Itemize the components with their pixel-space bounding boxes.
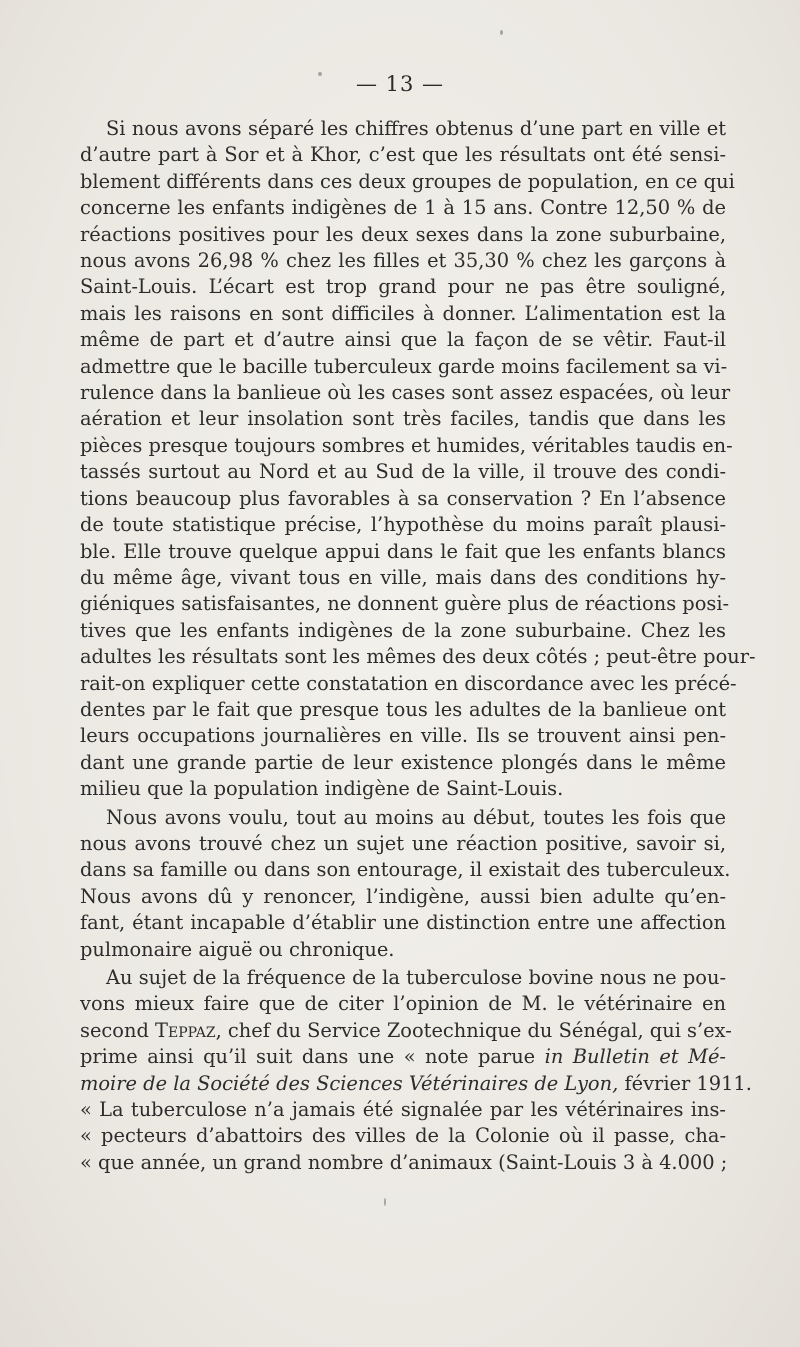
text-line: leurs occupations journalières en ville. Ils se trouvent ainsi pen- — [80, 724, 726, 748]
paper-speck — [318, 72, 322, 76]
text-line: aération et leur insolation sont très faciles, tandis que dans les — [80, 407, 726, 431]
text-line: vons mieux faire que de citer l’opinion de M. le vétérinaire en — [80, 992, 726, 1016]
text-line: pièces presque toujours sombres et humides, véritables taudis en- — [80, 433, 733, 457]
text-line: giéniques satisfaisantes, ne donnent guère plus de réactions posi- — [80, 592, 730, 616]
text-line: ble. Elle trouve quelque appui dans le fait que les enfants blancs — [80, 539, 726, 563]
text-line: admettre que le bacille tuberculeux garde moins facilement sa vi- — [80, 354, 728, 378]
text-line: concerne les enfants indigènes de 1 à 15 ans. Contre 12,50 % de — [80, 196, 726, 220]
text-line: Nous avons dû y renoncer, l’indigène, aussi bien adulte qu’en- — [80, 884, 726, 908]
quote-line: « La tuberculose n’a jamais été signalée par les vétérinaires ins- — [80, 1098, 726, 1122]
text-fragment: prime ainsi qu’il suit dans une « note parue — [80, 1045, 536, 1069]
page-number: — 13 — — [355, 72, 445, 96]
text-line — [80, 1018, 732, 1044]
text-fragment: second — [80, 1018, 149, 1042]
text-line: milieu que la population indigène de Saint-Louis. — [80, 777, 564, 801]
text-fragment: , chef du Service Zootechnique du Sénégal, qui s’ex- — [215, 1018, 732, 1042]
text-line: tives que les enfants indigènes de la zone suburbaine. Chez les — [80, 618, 726, 642]
citation-title: in Bulletin et Mé- — [544, 1045, 726, 1069]
text-line — [80, 1071, 752, 1097]
text-line: blement différents dans ces deux groupes de population, en ce qui — [80, 169, 735, 193]
text-line: fant, étant incapable d’établir une distinction entre une affection — [80, 911, 726, 935]
author-name: Teppaz — [155, 1018, 216, 1042]
text-line: d’autre part à Sor et à Khor, c’est que les résultats ont été sensi- — [80, 143, 726, 167]
citation-title: moire de la Société des Sciences Vétérinaires de Lyon, — [80, 1071, 619, 1095]
text-line: nous avons trouvé chez un sujet une réaction positive, savoir si, — [80, 831, 726, 855]
text-fragment: février 1911. — [624, 1071, 752, 1095]
text-line — [80, 1044, 726, 1070]
text-line: adultes les résultats sont les mêmes des deux côtés ; peut-être pour- — [80, 645, 756, 669]
page-body — [80, 116, 756, 1176]
text-line: même de part et d’autre ainsi que la façon de se vêtir. Faut-il — [80, 328, 726, 352]
text-line: tassés surtout au Nord et au Sud de la ville, il trouve des condi- — [80, 460, 726, 484]
text-line: nous avons 26,98 % chez les filles et 35,30 % chez les garçons à — [80, 249, 726, 273]
text-line: Nous avons voulu, tout au moins au début, toutes les fois que — [106, 805, 726, 829]
text-line: rulence dans la banlieue où les cases sont assez espacées, où leur — [80, 381, 731, 405]
text-line: Saint-Louis. L’écart est trop grand pour ne pas être souligné, — [80, 275, 726, 299]
text-line: dans sa famille ou dans son entourage, il existait des tuberculeux. — [80, 858, 731, 882]
text-line: Si nous avons séparé les chiffres obtenus d’une part en ville et — [106, 117, 726, 140]
paragraph-3 — [80, 965, 752, 1176]
text-line: réactions positives pour les deux sexes dans la zone suburbaine, — [80, 222, 726, 246]
text-line: tions beaucoup plus favorables à sa conservation ? En l’absence — [80, 486, 726, 510]
paragraph-2 — [80, 805, 731, 963]
text-line: Au sujet de la fréquence de la tuberculose bovine nous ne pou- — [106, 966, 726, 989]
paragraph-1 — [80, 116, 756, 803]
text-line: mais les raisons en sont difficiles à donner. L’alimentation est la — [80, 301, 726, 325]
paper-speck — [384, 1198, 386, 1206]
text-line: de toute statistique précise, l’hypothèse du moins paraît plausi- — [80, 513, 726, 537]
text-line: du même âge, vivant tous en ville, mais dans des conditions hy- — [80, 565, 726, 589]
quote-line: « que année, un grand nombre d’animaux (Saint-Louis 3 à 4.000 ; — [80, 1150, 728, 1174]
quote-line: « pecteurs d’abattoirs des villes de la Colonie où il passe, cha- — [80, 1124, 726, 1148]
paper-speck — [500, 30, 503, 35]
text-line: rait-on expliquer cette constatation en discordance avec les précé- — [80, 671, 737, 695]
text-line: dant une grande partie de leur existence plongés dans le même — [80, 750, 726, 774]
text-line: dentes par le fait que presque tous les adultes de la banlieue ont — [80, 697, 726, 721]
text-line: pulmonaire aiguë ou chronique. — [80, 937, 395, 961]
